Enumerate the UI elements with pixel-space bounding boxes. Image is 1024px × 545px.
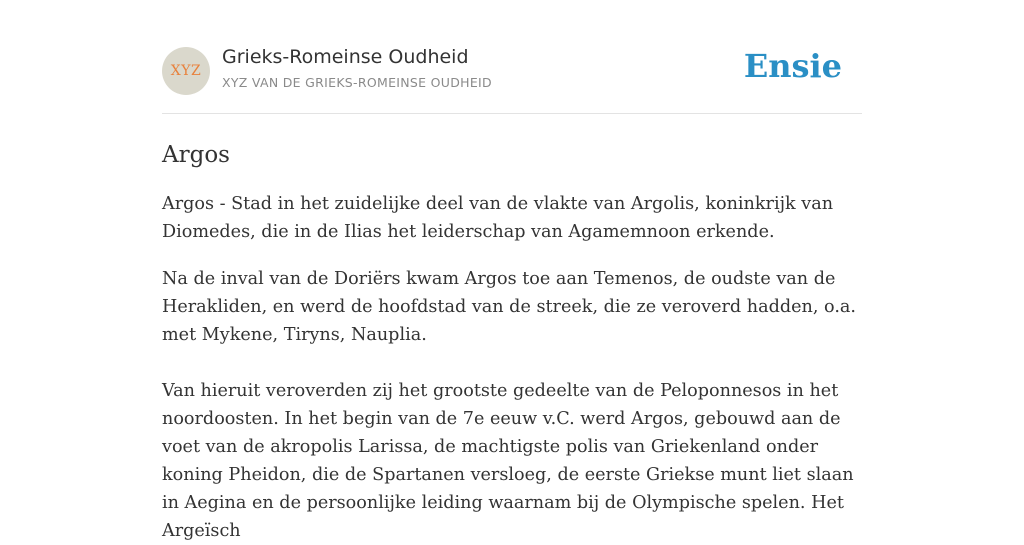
publication-title[interactable]: Grieks-Romeinse Oudheid [222, 46, 469, 68]
ensie-logo-link[interactable]: Ensie [743, 47, 842, 85]
avatar-text: XYZ [170, 63, 202, 79]
article-paragraph-2: Na de inval van de Doriërs kwam Argos toe aan Temenos, de oudste van de Herakliden, en werd de hoofdstad van de streek, die ze veroverd hadden, o.a. met Mykene, Tiryns, Nauplia. [162, 269, 856, 345]
publication-header [162, 0, 862, 114]
publication-avatar[interactable] [162, 47, 210, 95]
publication-subtitle: XYZ VAN DE GRIEKS-ROMEINSE OUDHEID [222, 75, 492, 90]
article-title: Argos [162, 142, 230, 168]
article-paragraph-1: Argos - Stad in het zuidelijke deel van de vlakte van Argolis, koninkrijk van Diomedes, die in de Ilias het leiderschap van Agamemnoon erkende. [162, 194, 834, 242]
article-paragraph-3: Van hieruit veroverden zij het grootste gedeelte van de Peloponnesos in het noordoosten. In het begin van de 7e eeuw v.C. werd Argos, gebouwd aan de voet van de akropolis Larissa, de machtigste polis van Griekenland onder koning Pheidon, die de Spartanen versloeg, de eerste Griekse munt liet slaan in Aegina en de persoonlijke leiding waarnam bij de Olympische spelen. Het Argeïsch [162, 381, 854, 541]
page-container [162, 0, 862, 545]
